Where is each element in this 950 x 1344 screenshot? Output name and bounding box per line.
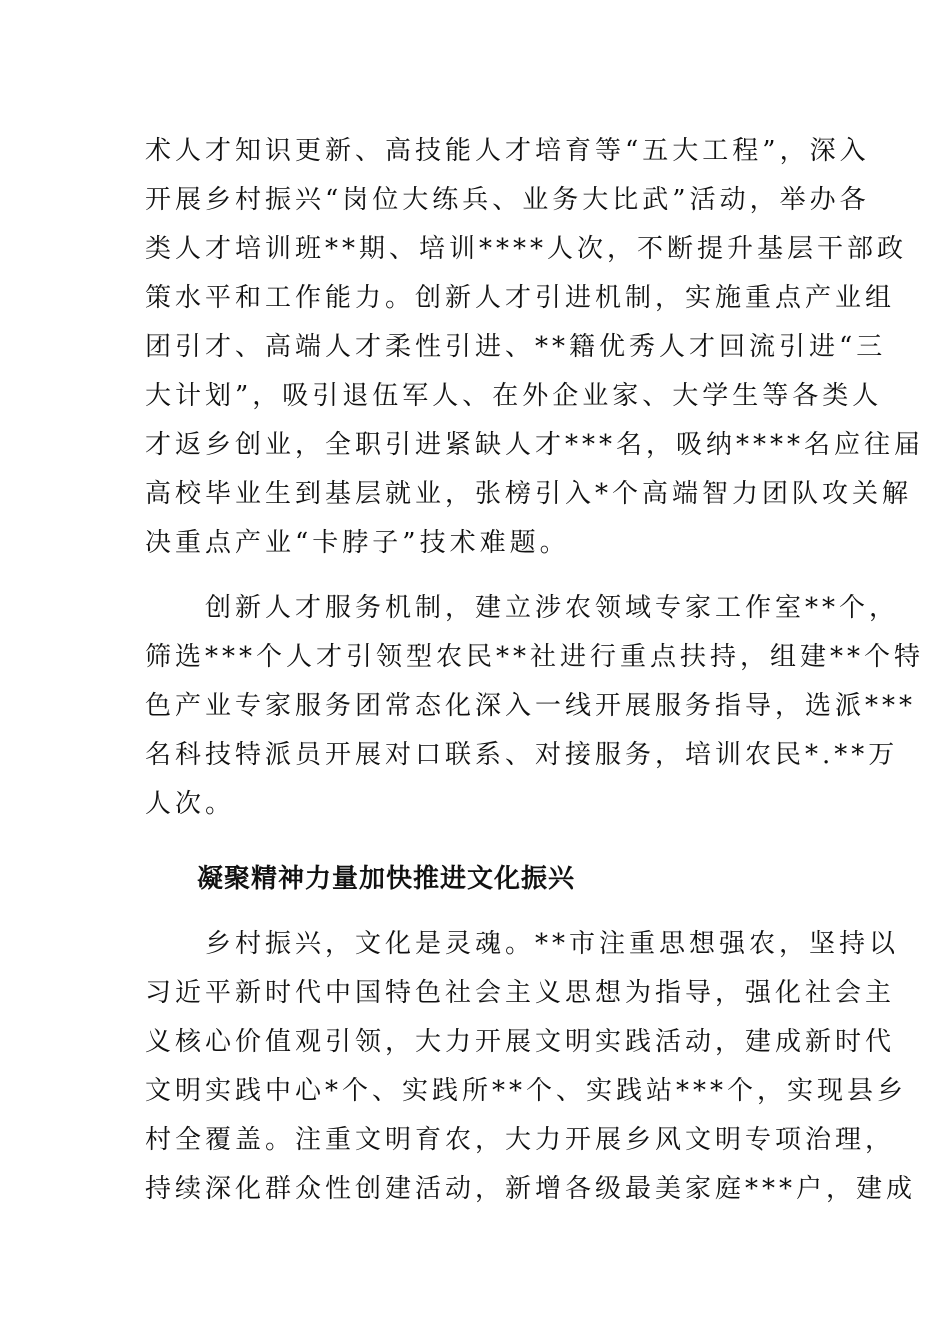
text-line: 才返乡创业，全职引进紧缺人才***名，吸纳****名应往届 — [145, 430, 925, 460]
text-line: 村全覆盖。注重文明育农，大力开展乡风文明专项治理， — [145, 1125, 896, 1155]
text-line: 筛选***个人才引领型农民**社进行重点扶持，组建**个特 — [145, 642, 925, 672]
text-line: 人次。 — [145, 789, 236, 819]
paragraph-talent-projects — [145, 127, 925, 568]
text-line: 习近平新时代中国特色社会主义思想为指导，强化社会主 — [145, 978, 896, 1008]
text-line: 高校毕业生到基层就业，张榜引入*个高端智力团队攻关解 — [145, 479, 913, 509]
text-line: 创新人才服务机制，建立涉农领域专家工作室**个， — [145, 593, 900, 623]
text-line: 团引才、高端人才柔性引进、**籍优秀人才回流引进“三 — [145, 332, 887, 362]
text-line: 策水平和工作能力。创新人才引进机制，实施重点产业组 — [145, 283, 896, 313]
text-line: 大计划”，吸引退伍军人、在外企业家、大学生等各类人 — [145, 381, 883, 411]
text-line: 义核心价值观引领，大力开展文明实践活动，建成新时代 — [145, 1027, 896, 1057]
text-line: 乡村振兴，文化是灵魂。**市注重思想强农，坚持以 — [145, 929, 900, 959]
document-body — [145, 127, 925, 1214]
text-line: 文明实践中心*个、实践所**个、实践站***个，实现县乡 — [145, 1076, 908, 1106]
text-line: 名科技特派员开展对口联系、对接服务，培训农民*.**万 — [145, 740, 899, 770]
paragraph-talent-service — [145, 584, 925, 829]
text-line: 决重点产业“卡脖子”技术难题。 — [145, 528, 570, 558]
text-line: 持续深化群众性创建活动，新增各级最美家庭***户，建成 — [145, 1174, 917, 1204]
text-line: 类人才培训班**期、培训****人次，不断提升基层干部政 — [145, 234, 908, 264]
text-line: 色产业专家服务团常态化深入一线开展服务指导，选派*** — [145, 691, 917, 721]
paragraph-cultural-revitalization — [145, 920, 917, 1214]
section-heading: 凝聚精神力量加快推进文化振兴 — [197, 864, 576, 894]
text-line: 开展乡村振兴“岗位大练兵、业务大比武”活动，举办各 — [145, 185, 870, 215]
text-line: 术人才知识更新、高技能人才培育等“五大工程”，深入 — [145, 136, 870, 166]
